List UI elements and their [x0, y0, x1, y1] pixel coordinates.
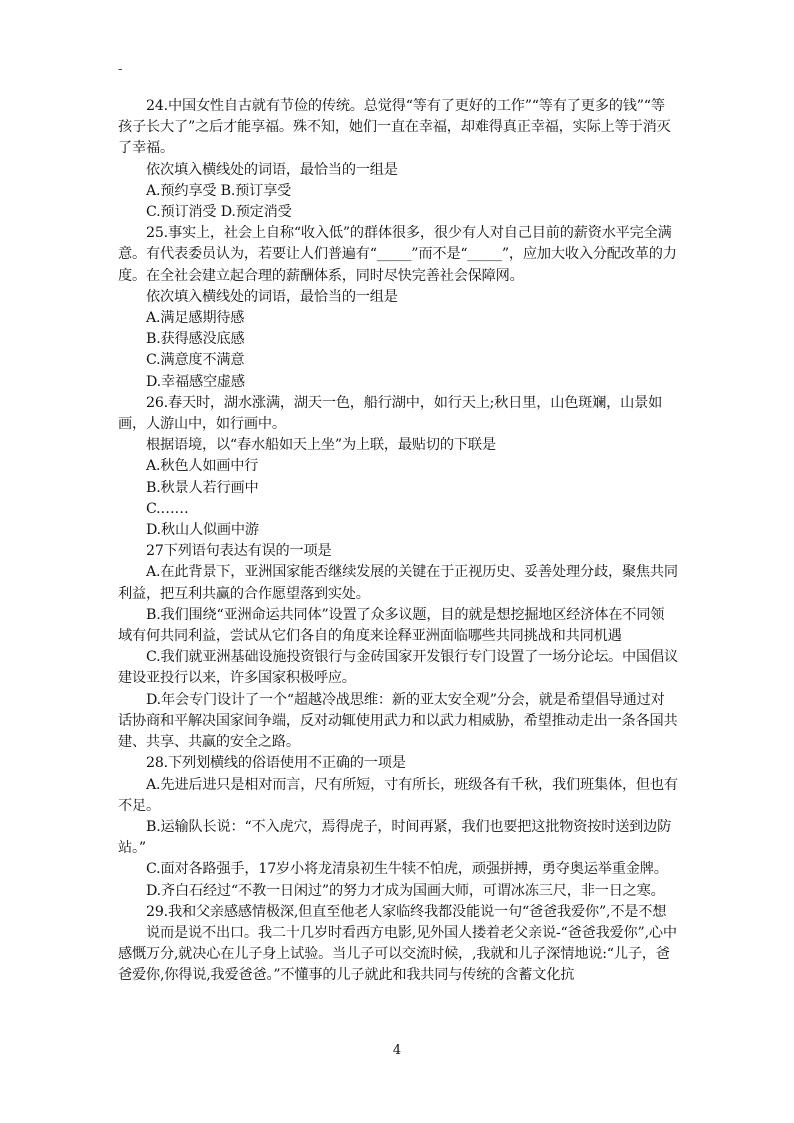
document-body [118, 96, 678, 987]
q27-option: A.在此背景下，亚洲国家能否继续发展的关键在于正视历史、妥善处理分歧，聚焦共同利益，把互利共赢的合作愿望落到实处。 [118, 564, 678, 602]
q24-prompt: 依次填入横线处的词语，最恰当的一组是 [146, 161, 398, 178]
q26-prompt: 根据语境，以“春水船如天上坐”为上联，最贴切的下联是 [146, 437, 496, 454]
q25-option: B.获得感没底感 [146, 331, 245, 348]
q25-option: A.满足感期待感 [146, 310, 245, 327]
q27-stem: 27下列语句表达有误的一项是 [146, 543, 332, 560]
q28-option: D.齐白石经过“不教一日闲过”的努力才成为国画大师，可谓冰冻三尺，非一日之寒。 [146, 882, 665, 899]
q25-prompt: 依次填入横线处的词语，最恰当的一组是 [146, 288, 398, 305]
q26-option: A.秋色人如画中行 [146, 458, 259, 475]
q27-option: B.我们围绕“亚洲命运共同体”设置了众多议题，目的就是想挖掘地区经济体在不同领域有何共同利益，尝试从它们各自的角度来诠释亚洲面临哪些共同挑战和共同机遇 [118, 606, 665, 645]
q28-option: B.运输队长说：“不入虎穴，焉得虎子，时间再紧，我们也要把这批物资按时送到边防站。” [118, 818, 672, 857]
q24-stem: 24.中国女性自古就有节俭的传统。总觉得“等有了更好的工作”“等有了更多的钱”“等孩子长大了”之后才能享福。殊不知，她们一直在幸福，却难得真正幸福，实际上等于消灭了幸福。 [118, 98, 671, 157]
q28-option: A.先进后进只是相对而言，尺有所短，寸有所长，班级各有千秋，我们班集体，但也有不足。 [118, 776, 678, 814]
q26-option: B.秋景人若行画中 [146, 479, 259, 496]
q28-stem: 28.下列划横线的俗语使用不正确的一项是 [146, 755, 406, 772]
page-number: 4 [392, 1043, 402, 1058]
q29-stem-line1: 29.我和父亲感感情极深,但直至他老人家临终我都没能说一句“爸爸我爱你”,不是不想 [146, 903, 667, 920]
q24-option: C.预订消受 D.预定消受 [146, 204, 292, 221]
q25-option: C.满意度不满意 [146, 352, 245, 369]
q25-stem: 25.事实上，社会上自称“收入低”的群体很多，很少有人对自己目前的薪资水平完全满意。有代表委员认为，若要让人们普遍有“_____”而不是“_____”，应加大收入分配改革的力度。在全社会建立起合理的薪酬体系，同时尽快完善社会保障网。 [118, 225, 677, 284]
q29-stem-line2: 说而是说不出口。我二十几岁时看西方电影,见外国人搂着老父亲说-“爸爸我爱你”,心中感慨万分,就决心在儿子身上试验。当儿子可以交流时候，,我就和儿子深情地说:“儿子，爸爸爱你,你得说,我爱爸爸。”不懂事的儿子就此和我共同与传统的含蓄文化抗 [118, 924, 677, 984]
q26-option: D.秋山人似画中游 [146, 522, 259, 539]
header-mark: - [118, 62, 123, 77]
q26-option: C.…… [146, 500, 189, 517]
q27-option: D.年会专门设计了一个“超越冷战思维：新的亚太安全观”分会，就是希望倡导通过对话协商和平解决国家间争端，反对动辄使用武力和以武力相威胁，希望推动走出一条各国共建、共享、共赢的安全之路。 [118, 691, 678, 751]
q25-option: D.幸福感空虚感 [146, 373, 245, 390]
q28-option: C.面对各路强手，17岁小将龙清泉初生牛犊不怕虎，顽强拼搏，勇夺奥运举重金牌。 [146, 861, 668, 878]
q26-stem: 26.春天时，湖水涨满，湖天一色，船行湖中，如行天上;秋日里，山色斑斓，山景如画，人游山中，如行画中。 [118, 394, 663, 433]
q24-option: A.预约享受 B.预订享受 [146, 182, 292, 199]
q27-option: C.我们就亚洲基础设施投资银行与金砖国家开发银行专门设置了一场分论坛。中国倡议建设亚投行以来，许多国家积极呼应。 [118, 649, 678, 687]
